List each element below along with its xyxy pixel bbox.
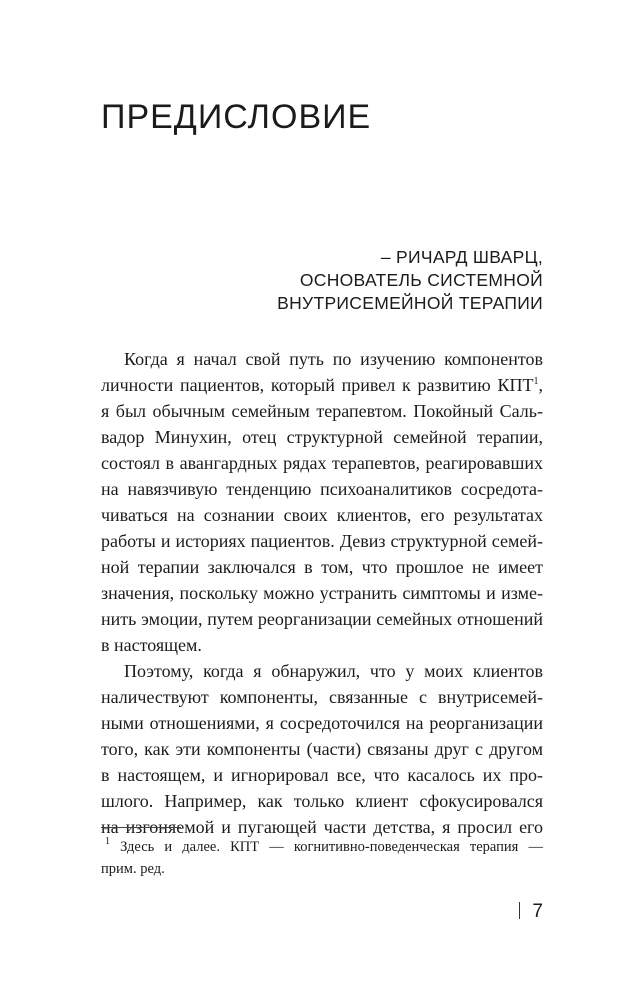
footnote-reference: 1 (533, 376, 539, 387)
page-number-value: 7 (532, 901, 543, 922)
footnote-text: Здесь и далее. КПТ — когнитивно-поведенческая терапия — (120, 839, 543, 855)
text-line: ной терапии заключался в том, что прошлое не имеет (101, 557, 543, 577)
text-line: чиваться на сознании своих клиентов, его результатах (101, 505, 543, 525)
text-line: в настоящем. (101, 635, 202, 655)
footnote-line (101, 836, 543, 858)
text-line: вадор Минухин, отец структурной семейной терапии, (101, 427, 543, 447)
text-line-content: личности пациентов, который привел к развитию КПТ (101, 375, 534, 395)
text-line: я был обычным семейным терапевтом. Покойный Саль- (101, 401, 543, 421)
text-line (101, 372, 543, 398)
footnote-reference-comma: , (538, 375, 543, 395)
footnote-line: прим. ред. (101, 861, 165, 877)
text-line: наличествуют компоненты, связанные с внутрисемей- (101, 687, 543, 707)
epigraph-attribution (277, 246, 543, 315)
text-line: Когда я начал свой путь по изучению компонентов (124, 349, 543, 369)
text-line: шлого. Например, как только клиент сфокусировался (101, 791, 543, 811)
text-line: нить эмоции, путем реорганизации семейных отношений (101, 609, 543, 629)
text-line: состоял в авангардных рядах терапевтов, реагировавших (101, 453, 543, 473)
footnote (101, 836, 543, 880)
text-line: на навязчивую тенденцию психоаналитиков сосредота- (101, 479, 543, 499)
text-line: в настоящем, и игнорировал все, что касалось их про- (101, 765, 543, 785)
text-line: на изгоняемой и пугающей части детства, я просил его (101, 817, 543, 837)
epigraph-line: ОСНОВАТЕЛЬ СИСТЕМНОЙ (299, 270, 543, 290)
folio-divider (519, 902, 521, 919)
chapter-title: ПРЕДИСЛОВИЕ (101, 98, 372, 136)
text-line: того, как эти компоненты (части) связаны друг с другом (101, 739, 543, 759)
page-number (519, 901, 543, 923)
paragraph-2 (101, 658, 543, 840)
text-line: Поэтому, когда я обнаружил, что у моих клиентов (124, 661, 543, 681)
paragraph-1 (101, 346, 543, 658)
epigraph-line: ВНУТРИСЕМЕЙНОЙ ТЕРАПИИ (277, 293, 543, 313)
body-text (101, 346, 543, 840)
epigraph-line: – РИЧАРД ШВАРЦ, (380, 247, 543, 267)
footnote-marker: 1 (105, 836, 110, 847)
text-line: работы и историях пациентов. Девиз структурной семей- (101, 531, 543, 551)
text-line: ными отношениями, я сосредоточился на реорганизации (101, 713, 543, 733)
footnote-divider (101, 827, 181, 828)
text-line: значения, поскольку можно устранить симптомы и изме- (101, 583, 543, 603)
